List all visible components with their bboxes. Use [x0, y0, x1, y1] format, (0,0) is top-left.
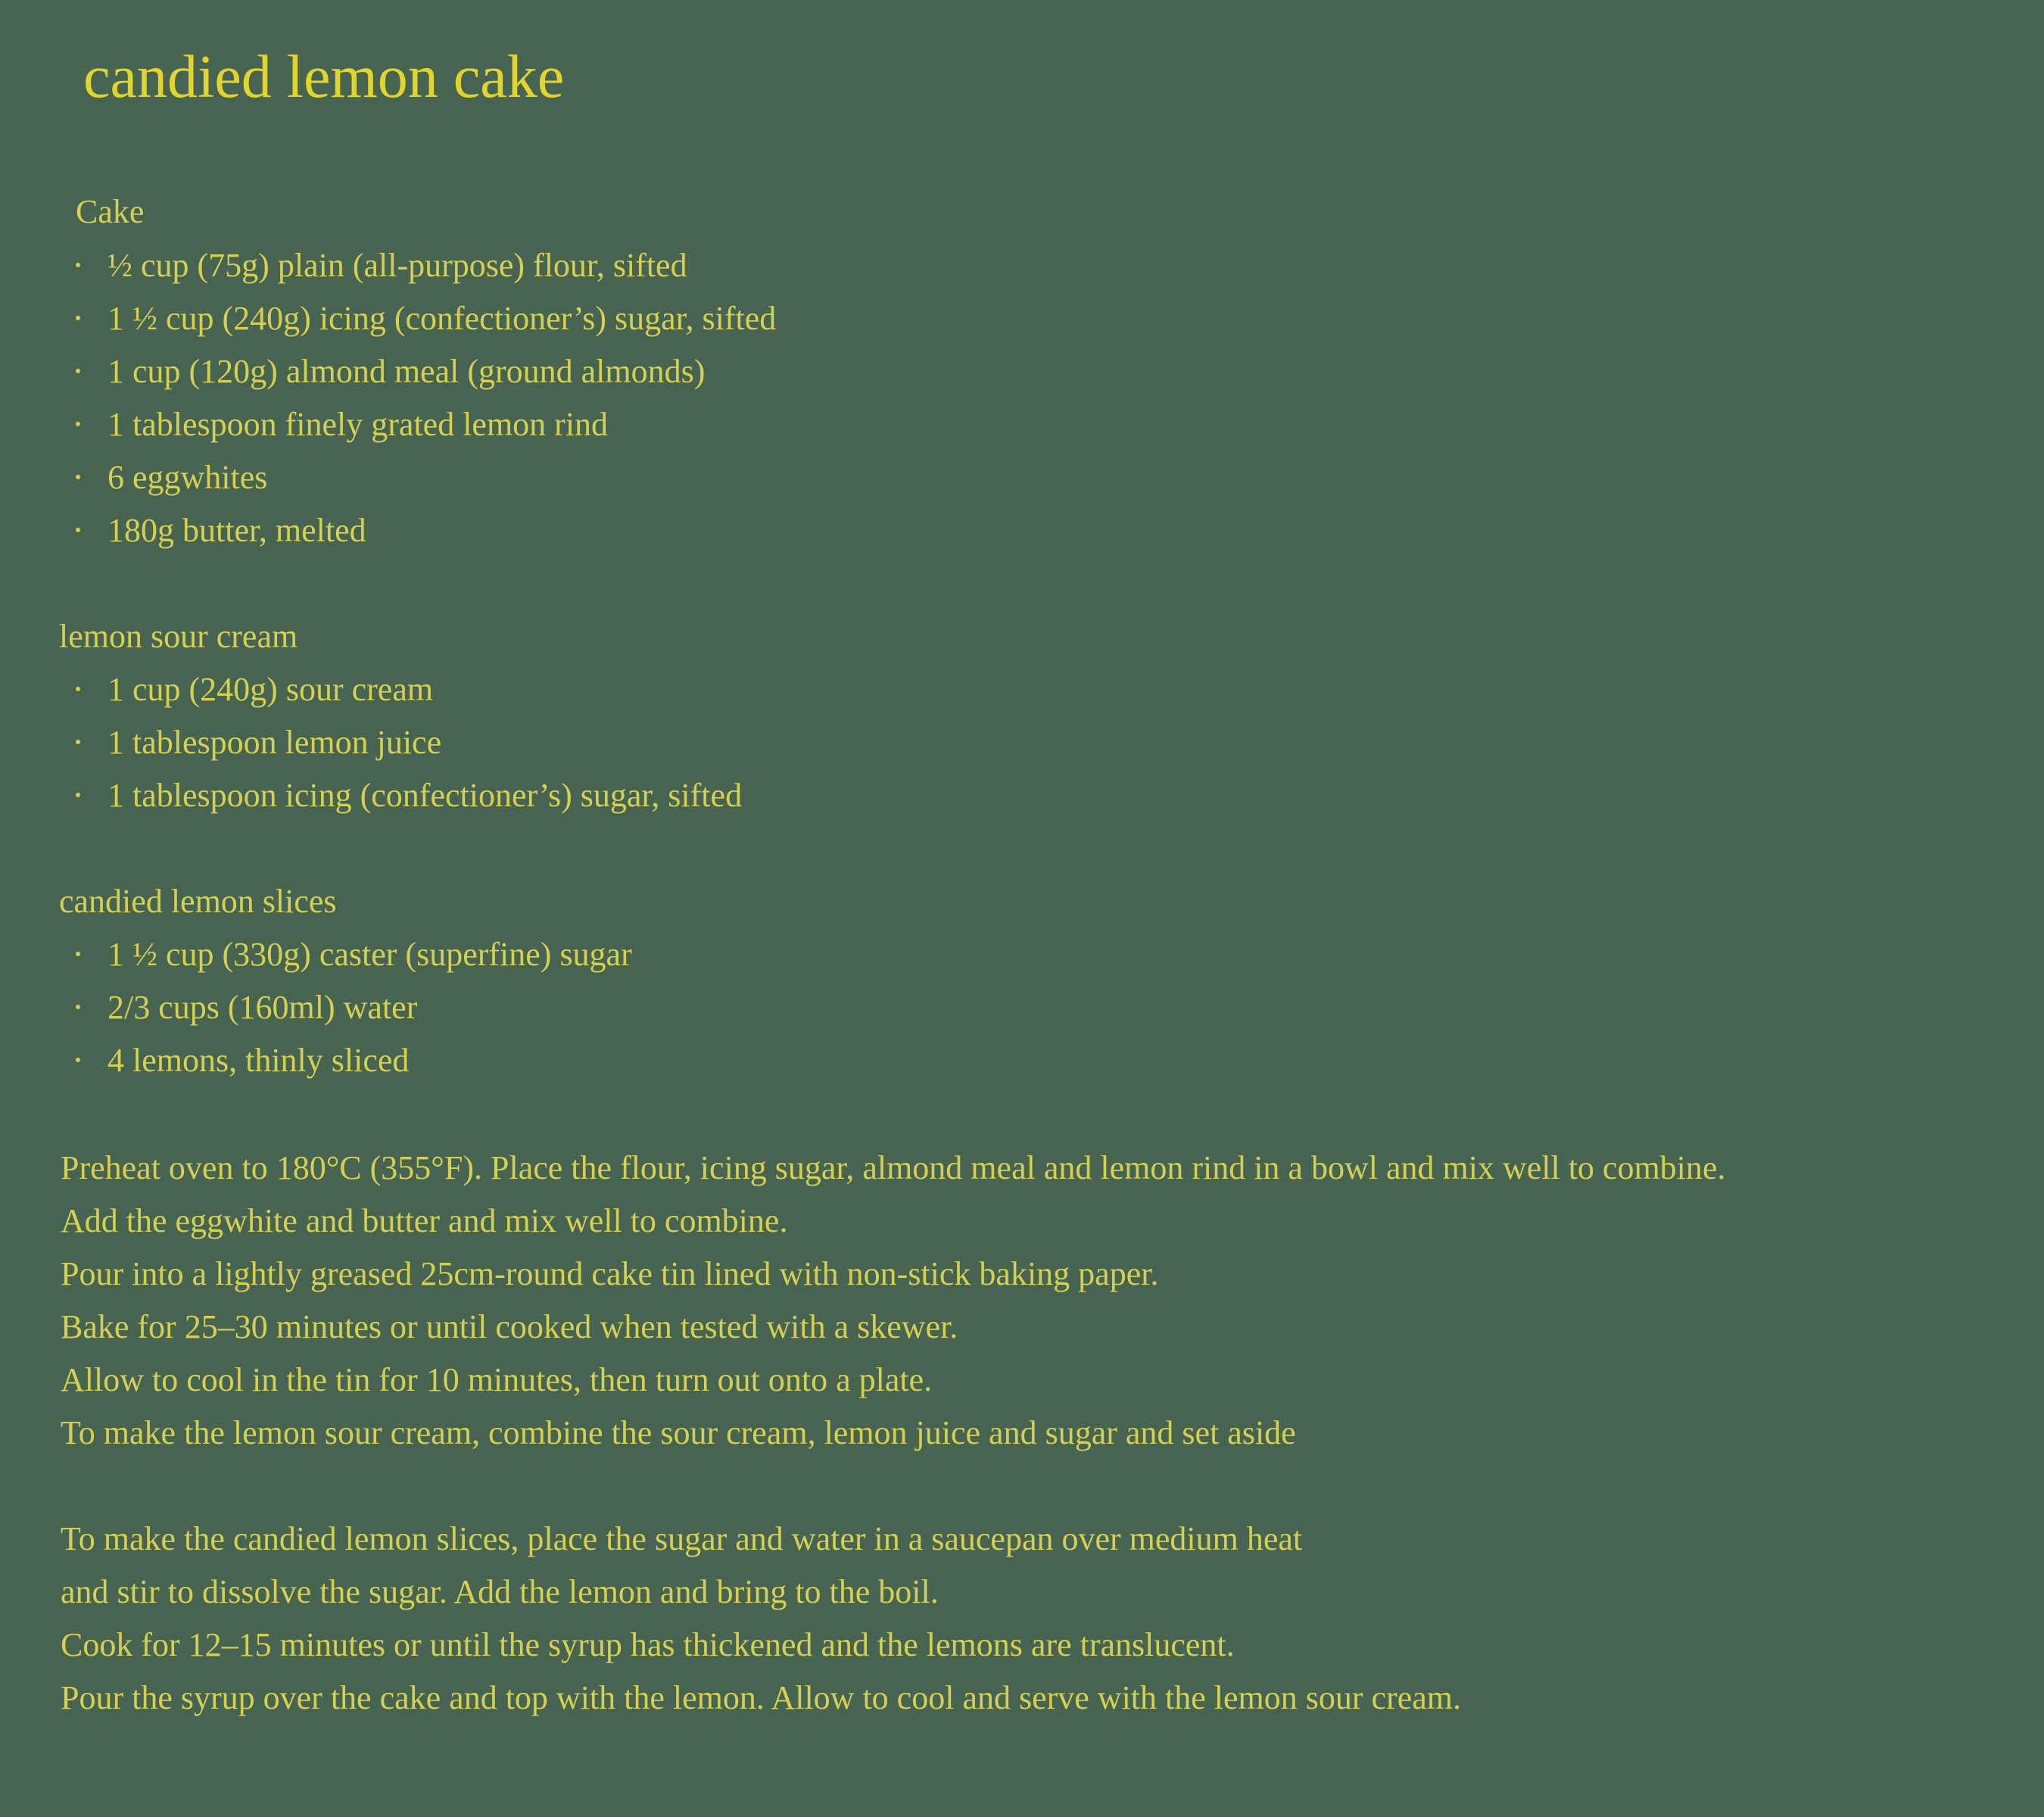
method-line: To make the candied lemon slices, place the sugar and water in a saucepan over medium heat — [61, 1520, 1303, 1557]
list-item: 1 tablespoon finely grated lemon rind — [76, 398, 776, 451]
ingredient-list-cake — [76, 239, 776, 557]
list-item: 1 cup (120g) almond meal (ground almonds) — [76, 345, 776, 398]
section-heading-cake: Cake — [76, 193, 145, 230]
bullet-icon — [76, 1005, 80, 1009]
bullet-icon — [76, 369, 80, 373]
ingredient-list-lemon-sour-cream — [76, 663, 742, 822]
bullet-icon — [76, 475, 80, 479]
bullet-icon — [76, 793, 80, 797]
list-item: 1 ½ cup (240g) icing (confectioner’s) sugar, sifted — [76, 292, 776, 345]
ingredient-list-candied-lemon-slices — [76, 928, 632, 1087]
paragraph-gap — [61, 1460, 1999, 1513]
bullet-icon — [76, 952, 80, 956]
list-item: ½ cup (75g) plain (all-purpose) flour, sifted — [76, 239, 776, 292]
list-item: 1 tablespoon lemon juice — [76, 716, 742, 769]
recipe-title: candied lemon cake — [83, 44, 565, 111]
method-line: Add the eggwhite and butter and mix well to combine. — [61, 1202, 788, 1239]
method-line: and stir to dissolve the sugar. Add the lemon and bring to the boil. — [61, 1573, 939, 1610]
bullet-icon — [76, 687, 80, 691]
bullet-icon — [76, 740, 80, 744]
method-line: Bake for 25–30 minutes or until cooked when tested with a skewer. — [61, 1308, 958, 1345]
list-item: 1 tablespoon icing (confectioner’s) sugar, sifted — [76, 769, 742, 822]
bullet-icon — [76, 316, 80, 320]
method-line: Cook for 12–15 minutes or until the syrup has thickened and the lemons are translucent. — [61, 1626, 1235, 1663]
list-item: 6 eggwhites — [76, 451, 776, 504]
method-line: To make the lemon sour cream, combine the sour cream, lemon juice and sugar and set aside — [61, 1414, 1296, 1451]
section-heading-lemon-sour-cream: lemon sour cream — [59, 618, 298, 655]
list-item: 4 lemons, thinly sliced — [76, 1034, 632, 1087]
bullet-icon — [76, 528, 80, 532]
method-line: Allow to cool in the tin for 10 minutes, then turn out onto a plate. — [61, 1361, 933, 1398]
list-item: 2/3 cups (160ml) water — [76, 981, 632, 1034]
bullet-icon — [76, 1058, 80, 1062]
list-item: 180g butter, melted — [76, 504, 776, 557]
section-heading-candied-lemon-slices: candied lemon slices — [59, 883, 337, 920]
list-item: 1 ½ cup (330g) caster (superfine) sugar — [76, 928, 632, 981]
method-line: Preheat oven to 180°C (355°F). Place the flour, icing sugar, almond meal and lemon rind in a bowl and mix well to combine. — [61, 1149, 1726, 1186]
bullet-icon — [76, 263, 80, 267]
bullet-icon — [76, 422, 80, 426]
method-line: Pour the syrup over the cake and top with the lemon. Allow to cool and serve with the lemon sour cream. — [61, 1679, 1461, 1716]
method-line: Pour into a lightly greased 25cm-round cake tin lined with non-stick baking paper. — [61, 1255, 1159, 1292]
method-text — [61, 1142, 1999, 1725]
list-item: 1 cup (240g) sour cream — [76, 663, 742, 716]
